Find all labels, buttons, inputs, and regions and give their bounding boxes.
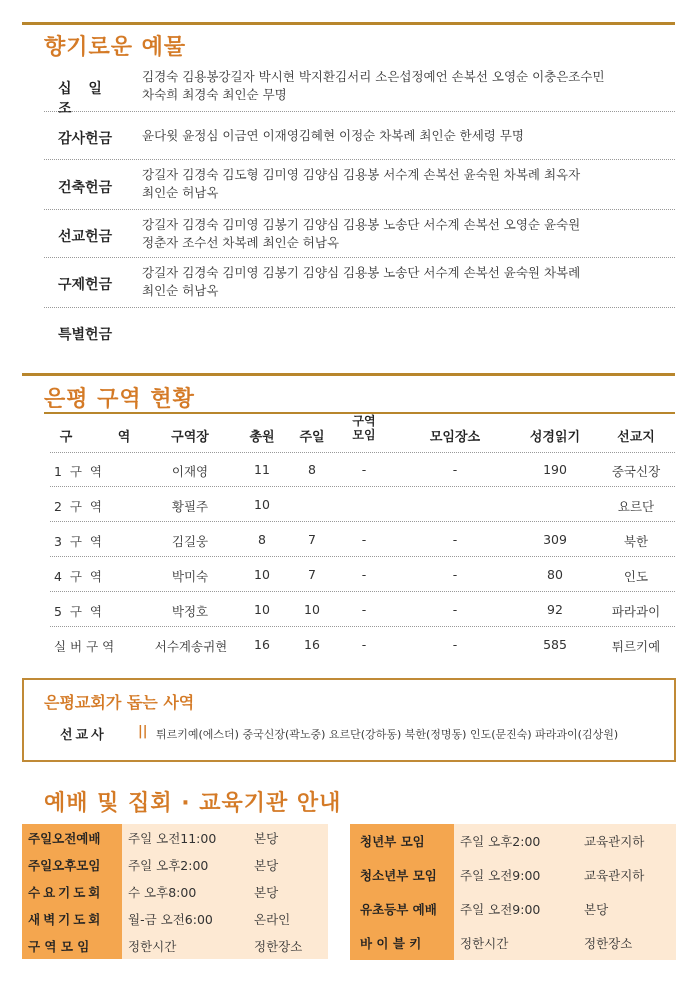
district-meeting: - — [361, 637, 367, 652]
district-place: - — [452, 637, 458, 652]
offering-names-line: 최인순 허남옥 — [142, 283, 219, 298]
offering-row — [44, 308, 675, 350]
offerings-title: 향기로운 예물 — [44, 35, 187, 60]
offering-label: 감사헌금 — [58, 131, 113, 147]
col-header-leader: 구역장 — [171, 430, 209, 445]
schedule-name: 유초등부 예배 — [350, 892, 454, 926]
district-name: 3 구 역 — [54, 534, 102, 549]
offering-names — [142, 264, 672, 300]
schedule-place: 온라인 — [248, 905, 328, 932]
table-header-divider — [50, 452, 675, 453]
schedule-time: 정한시간 — [122, 932, 248, 959]
col-header-place: 모임장소 — [429, 430, 481, 445]
mission-list: 튀르키예(에스더) 중국신장(곽노중) 요르단(강하동) 북한(정명동) 인도(문진숙) 파라과이(김상원) — [156, 728, 619, 741]
offering-row — [44, 112, 675, 160]
schedule-row — [350, 892, 676, 926]
offering-label: 건축헌금 — [58, 180, 113, 196]
district-mission: 중국신장 — [611, 464, 661, 479]
col-header-mission: 선교지 — [617, 430, 655, 445]
district-name: 4 구 역 — [54, 569, 102, 584]
district-leader: 박미숙 — [171, 569, 209, 584]
district-sunday: 7 — [308, 532, 316, 547]
schedule-name: 새벽기도회 — [22, 905, 122, 932]
offering-names-line: 차숙희 최경숙 최인순 무명 — [142, 87, 287, 102]
schedule-name: 주일오후모임 — [22, 851, 122, 878]
schedule-name: 바 이 블 키 — [350, 926, 454, 960]
schedule-row — [350, 926, 676, 960]
offering-names-line: 정춘자 조수선 차복례 최인순 허남옥 — [142, 235, 340, 250]
worship-title: 예배 및 집회 · 교육기관 안내 — [44, 791, 342, 816]
district-place: - — [452, 567, 458, 582]
district-leader: 박정호 — [171, 604, 209, 619]
schedule-time: 주일 오후2:00 — [122, 851, 248, 878]
district-bible: 190 — [543, 462, 567, 477]
districts-title: 은평 구역 현황 — [44, 387, 195, 412]
district-bible: 309 — [543, 532, 567, 547]
offering-names — [142, 127, 672, 145]
schedule-place: 본당 — [248, 851, 328, 878]
schedule-name: 수요기도회 — [22, 878, 122, 905]
district-mission: 튀르키예 — [611, 639, 661, 654]
districts-top-rule — [22, 373, 675, 376]
district-mission: 북한 — [623, 534, 649, 549]
offering-row — [44, 160, 675, 210]
schedule-row — [350, 858, 676, 892]
district-total: 8 — [258, 532, 266, 547]
col-header-meeting: 구역 모임 — [352, 414, 376, 442]
schedule-row — [22, 851, 328, 878]
district-place: - — [452, 532, 458, 547]
schedule-row — [22, 905, 328, 932]
district-total: 16 — [254, 637, 270, 652]
district-leader: 김길웅 — [171, 534, 209, 549]
row-divider — [50, 626, 675, 627]
district-sunday: 10 — [304, 602, 320, 617]
offering-names-line: 최인순 허남옥 — [142, 185, 219, 200]
schedule-place: 교육관지하 — [578, 858, 676, 892]
schedule-time: 수 오후8:00 — [122, 878, 248, 905]
col-header-sunday: 주일 — [299, 430, 325, 445]
offering-names-line: 강길자 김경숙 김미영 김봉기 김양심 김용봉 노송단 서수계 손복선 오영순 윤숙원 — [142, 217, 581, 232]
row-divider — [50, 486, 675, 487]
district-place: - — [452, 602, 458, 617]
district-name: 1 구 역 — [54, 464, 102, 479]
district-bible: 92 — [547, 602, 563, 617]
district-leader: 이재영 — [171, 464, 209, 479]
district-total: 10 — [254, 567, 270, 582]
schedule-place: 본당 — [578, 892, 676, 926]
schedule-place: 본당 — [248, 878, 328, 905]
district-sunday: 8 — [308, 462, 316, 477]
row-divider — [50, 591, 675, 592]
mission-box — [22, 678, 676, 762]
row-divider — [50, 556, 675, 557]
offering-names — [142, 216, 672, 252]
schedule-place: 교육관지하 — [578, 824, 676, 858]
schedule-name: 구 역 모 임 — [22, 932, 122, 959]
schedule-row — [350, 824, 676, 858]
district-total: 11 — [254, 462, 270, 477]
district-bible: 80 — [547, 567, 563, 582]
offering-names-line: 김경숙 김용봉강길자 박시현 박지환김서리 소은섭정예언 손복선 오영순 이충은조수민 — [142, 69, 605, 84]
offerings-top-rule — [22, 22, 675, 25]
district-bible: 585 — [543, 637, 567, 652]
col-header-gu: 구 — [59, 430, 73, 445]
district-name: 5 구 역 — [54, 604, 102, 619]
schedule-place: 본당 — [248, 824, 328, 851]
district-meeting: - — [361, 532, 367, 547]
schedule-name: 청소년부 모임 — [350, 858, 454, 892]
mission-title: 은평교회가 돕는 사역 — [44, 693, 195, 712]
offering-label: 특별헌금 — [58, 327, 113, 343]
district-name: 2 구 역 — [54, 499, 102, 514]
offering-names-line: 윤다윗 윤정심 이금연 이재영김혜현 이정순 차복례 최인순 한세령 무명 — [142, 128, 524, 143]
schedule-name: 청년부 모임 — [350, 824, 454, 858]
district-place: - — [452, 462, 458, 477]
schedule-name: 주일오전예배 — [22, 824, 122, 851]
offering-names-line: 강길자 김경숙 김미영 김봉기 김양심 김용봉 노송단 서수계 손복선 윤숙원 차복례 — [142, 265, 581, 280]
schedule-row — [22, 932, 328, 959]
mission-separator: || — [138, 724, 148, 739]
district-mission: 인도 — [623, 569, 649, 584]
offering-row — [44, 258, 675, 308]
district-total: 10 — [254, 497, 270, 512]
schedule-place: 정한장소 — [248, 932, 328, 959]
schedule-time: 주일 오전9:00 — [454, 892, 578, 926]
schedule-time: 주일 오후2:00 — [454, 824, 578, 858]
offering-names-line: 강길자 김경숙 김도형 김미영 김양심 김용봉 서수계 손복선 윤숙원 차복례 최옥자 — [142, 167, 581, 182]
schedule-row — [22, 824, 328, 851]
schedule-time: 주일 오전9:00 — [454, 858, 578, 892]
offering-names — [142, 68, 672, 104]
worship-schedule-left — [22, 824, 328, 959]
schedule-time: 월-금 오전6:00 — [122, 905, 248, 932]
offering-label: 구제헌금 — [58, 277, 113, 293]
district-meeting: - — [361, 567, 367, 582]
district-sunday: 7 — [308, 567, 316, 582]
district-name: 실 버 구 역 — [54, 639, 115, 654]
district-meeting: - — [361, 462, 367, 477]
mission-label: 선교사 — [60, 728, 107, 743]
row-divider — [50, 521, 675, 522]
col-header-yeok: 역 — [117, 430, 131, 445]
offering-row — [44, 210, 675, 258]
schedule-time: 주일 오전11:00 — [122, 824, 248, 851]
offering-names — [142, 166, 672, 202]
offering-label: 선교헌금 — [58, 229, 113, 245]
district-total: 10 — [254, 602, 270, 617]
offering-row — [44, 62, 675, 117]
district-mission: 요르단 — [617, 499, 655, 514]
col-header-bible: 성경읽기 — [529, 430, 581, 445]
offering-label: 십 일 조 — [58, 81, 108, 117]
district-leader: 황필주 — [171, 499, 209, 514]
schedule-place: 정한장소 — [578, 926, 676, 960]
district-leader: 서수계송귀현 — [154, 639, 228, 654]
schedule-time: 정한시간 — [454, 926, 578, 960]
district-mission: 파라과이 — [611, 604, 661, 619]
worship-schedule-right — [350, 824, 676, 960]
district-sunday: 16 — [304, 637, 320, 652]
col-header-total: 총원 — [249, 430, 275, 445]
schedule-row — [22, 878, 328, 905]
district-meeting: - — [361, 602, 367, 617]
